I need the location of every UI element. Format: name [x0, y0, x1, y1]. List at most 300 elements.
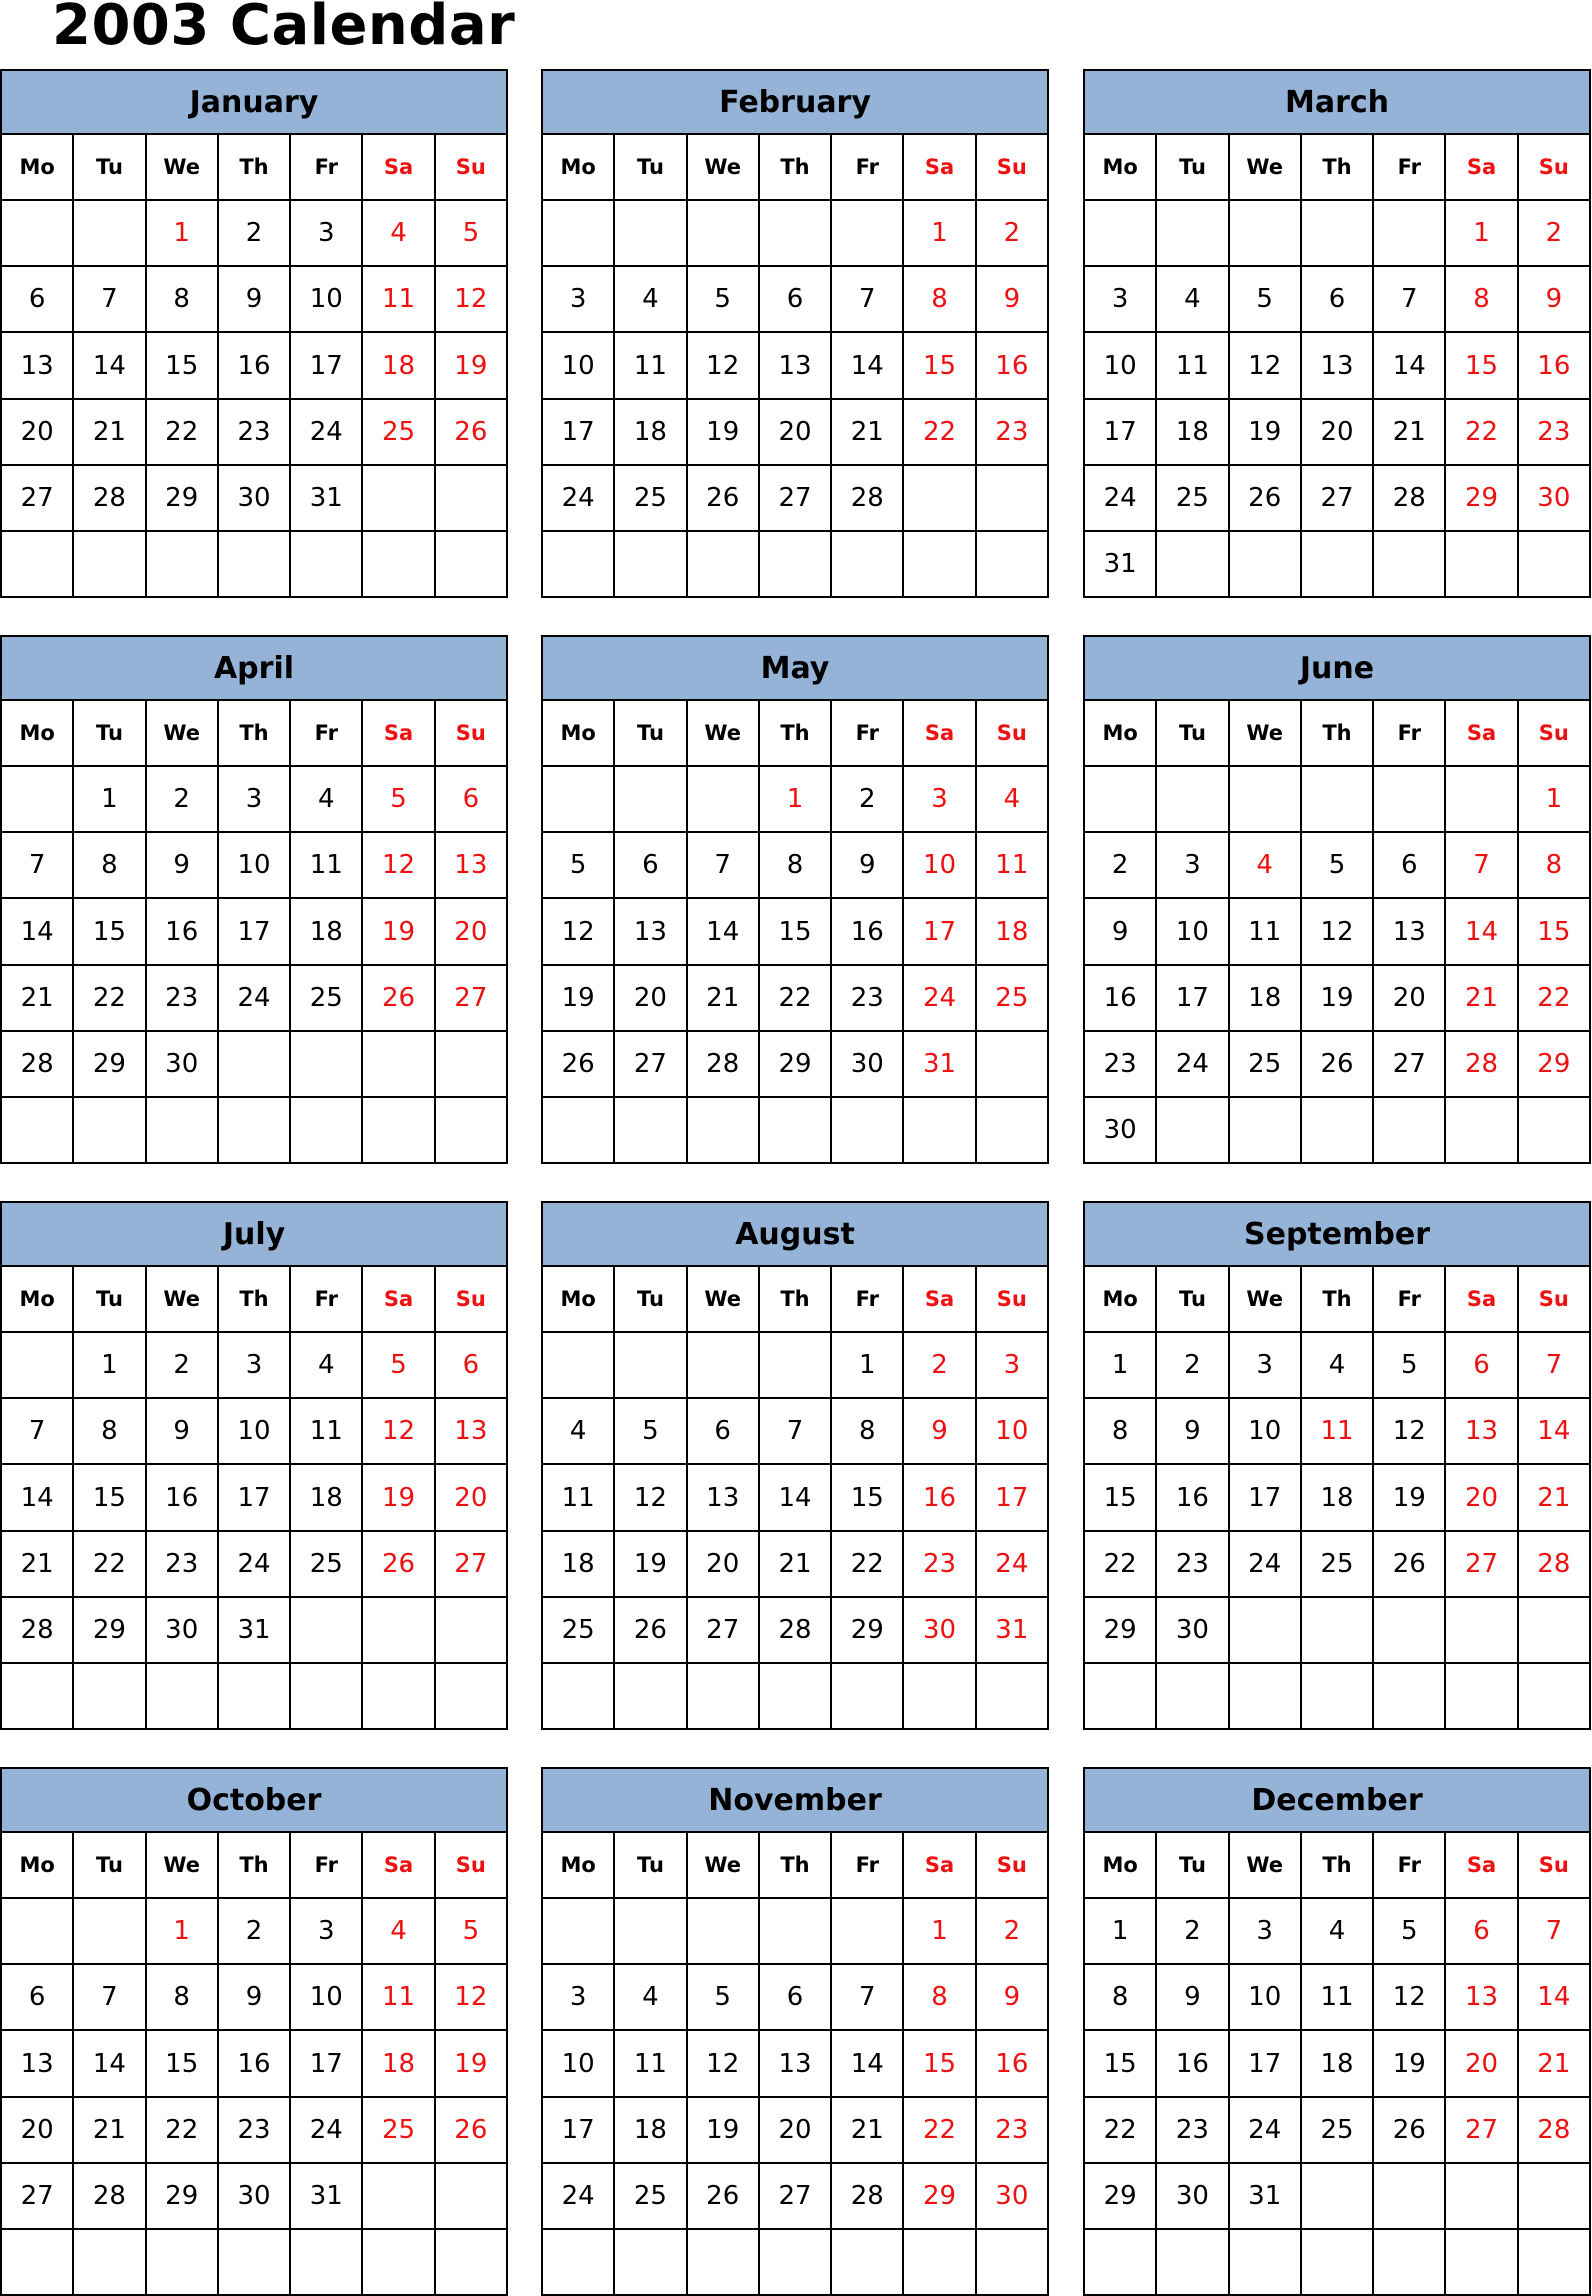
- day-cell: 13: [435, 1398, 507, 1464]
- week-row: [1084, 531, 1590, 597]
- day-cell: 21: [831, 399, 903, 465]
- day-cell: 5: [542, 832, 614, 898]
- day-cell: 5: [687, 1964, 759, 2030]
- day-cell: 8: [903, 1964, 975, 2030]
- week-row: [1084, 332, 1590, 398]
- day-cell-empty: [759, 1332, 831, 1398]
- weekday-label: Tu: [1156, 700, 1228, 766]
- week-row: [1084, 832, 1590, 898]
- day-cell-empty: [1301, 766, 1373, 832]
- day-cell: 20: [759, 2097, 831, 2163]
- day-cell: 9: [1156, 1964, 1228, 2030]
- weekday-label: Th: [759, 700, 831, 766]
- day-cell: 13: [1, 332, 73, 398]
- day-cell: 29: [1445, 465, 1517, 531]
- weekday-label: Mo: [1, 700, 73, 766]
- day-cell: 19: [435, 2030, 507, 2096]
- week-row: [1084, 266, 1590, 332]
- week-row: [542, 2229, 1048, 2295]
- day-cell: 31: [976, 1597, 1048, 1663]
- day-cell: 20: [1, 399, 73, 465]
- day-cell-empty: [1518, 1663, 1590, 1729]
- day-cell: 21: [73, 399, 145, 465]
- day-cell-empty: [614, 2229, 686, 2295]
- day-cell-empty: [435, 531, 507, 597]
- week-row: [1, 965, 507, 1031]
- day-cell: 5: [1373, 1898, 1445, 1964]
- day-cell-empty: [687, 531, 759, 597]
- day-cell: 11: [976, 832, 1048, 898]
- day-cell-empty: [1229, 531, 1301, 597]
- day-cell: 18: [1301, 1464, 1373, 1530]
- day-cell: 23: [1156, 1531, 1228, 1597]
- weekday-label: We: [1229, 700, 1301, 766]
- day-cell: 21: [1518, 1464, 1590, 1530]
- weekday-label: Sa: [903, 1266, 975, 1332]
- day-cell: 3: [542, 1964, 614, 2030]
- day-cell: 29: [1084, 1597, 1156, 1663]
- day-cell: 23: [903, 1531, 975, 1597]
- day-cell: 28: [1518, 2097, 1590, 2163]
- day-cell-empty: [614, 1898, 686, 1964]
- weekday-label: Th: [759, 134, 831, 200]
- day-cell: 28: [1, 1597, 73, 1663]
- day-cell: 11: [614, 332, 686, 398]
- day-cell: 14: [1, 898, 73, 964]
- weekday-label: Sa: [903, 1832, 975, 1898]
- day-cell-empty: [73, 1663, 145, 1729]
- day-cell-empty: [903, 2229, 975, 2295]
- day-cell: 16: [218, 2030, 290, 2096]
- week-row: [542, 2163, 1048, 2229]
- weekday-label: Tu: [73, 1266, 145, 1332]
- day-cell: 15: [73, 1464, 145, 1530]
- day-cell: 16: [146, 898, 218, 964]
- day-cell-empty: [1, 766, 73, 832]
- day-cell-empty: [759, 200, 831, 266]
- day-cell: 1: [73, 766, 145, 832]
- day-cell: 22: [831, 1531, 903, 1597]
- weekday-label: Sa: [362, 1266, 434, 1332]
- day-cell: 23: [218, 399, 290, 465]
- day-cell: 12: [1301, 898, 1373, 964]
- day-cell-empty: [1156, 1663, 1228, 1729]
- day-cell: 24: [290, 399, 362, 465]
- weekday-label: Fr: [831, 1266, 903, 1332]
- day-cell-empty: [976, 1663, 1048, 1729]
- month-name: May: [542, 636, 1048, 700]
- day-cell: 19: [1229, 399, 1301, 465]
- day-cell: 24: [976, 1531, 1048, 1597]
- day-cell-empty: [1229, 1097, 1301, 1163]
- weekday-label: Su: [976, 134, 1048, 200]
- day-cell: 18: [362, 332, 434, 398]
- day-cell-empty: [759, 1097, 831, 1163]
- day-cell: 10: [290, 1964, 362, 2030]
- week-row: [1084, 200, 1590, 266]
- week-row: [542, 898, 1048, 964]
- day-cell: 5: [362, 1332, 434, 1398]
- day-cell-empty: [614, 1097, 686, 1163]
- day-cell-empty: [73, 531, 145, 597]
- day-cell: 18: [542, 1531, 614, 1597]
- day-cell: 11: [362, 1964, 434, 2030]
- weekday-label: Tu: [1156, 1266, 1228, 1332]
- day-cell: 2: [146, 766, 218, 832]
- day-cell: 25: [1229, 1031, 1301, 1097]
- day-cell: 7: [1, 1398, 73, 1464]
- weekday-label: Fr: [290, 134, 362, 200]
- day-cell-empty: [73, 1898, 145, 1964]
- day-cell-empty: [290, 1663, 362, 1729]
- day-cell: 26: [687, 465, 759, 531]
- day-cell-empty: [1445, 766, 1517, 832]
- day-cell: 28: [1445, 1031, 1517, 1097]
- month-december: [1083, 1767, 1591, 2296]
- day-cell-empty: [73, 2229, 145, 2295]
- week-row: [1084, 1097, 1590, 1163]
- day-cell: 9: [831, 832, 903, 898]
- day-cell: 19: [362, 1464, 434, 1530]
- day-cell: 10: [542, 332, 614, 398]
- day-cell: 23: [1518, 399, 1590, 465]
- weekday-label: Tu: [614, 134, 686, 200]
- day-cell: 22: [146, 2097, 218, 2163]
- day-cell: 13: [614, 898, 686, 964]
- day-cell: 30: [1518, 465, 1590, 531]
- weekday-label: Fr: [1373, 1832, 1445, 1898]
- day-cell: 11: [290, 1398, 362, 1464]
- week-row: [1084, 399, 1590, 465]
- weekday-label: Th: [218, 134, 290, 200]
- day-cell-empty: [1, 2229, 73, 2295]
- day-cell: 6: [759, 266, 831, 332]
- day-cell: 6: [1, 1964, 73, 2030]
- day-cell-empty: [831, 200, 903, 266]
- day-cell-empty: [542, 531, 614, 597]
- day-cell: 17: [290, 2030, 362, 2096]
- day-cell-empty: [903, 1097, 975, 1163]
- day-cell: 7: [759, 1398, 831, 1464]
- day-cell: 4: [290, 766, 362, 832]
- day-cell: 4: [976, 766, 1048, 832]
- weekday-label: We: [687, 1266, 759, 1332]
- day-cell: 26: [687, 2163, 759, 2229]
- day-cell-empty: [1373, 531, 1445, 597]
- day-cell: 12: [435, 266, 507, 332]
- week-row: [542, 399, 1048, 465]
- day-cell: 24: [290, 2097, 362, 2163]
- day-cell: 27: [759, 465, 831, 531]
- day-cell: 14: [831, 2030, 903, 2096]
- day-cell: 11: [1156, 332, 1228, 398]
- weekday-label: Fr: [831, 1832, 903, 1898]
- weekday-label: Fr: [1373, 1266, 1445, 1332]
- day-cell-empty: [1301, 531, 1373, 597]
- day-cell: 10: [1084, 332, 1156, 398]
- day-cell: 13: [1445, 1398, 1517, 1464]
- day-cell-empty: [1084, 2229, 1156, 2295]
- day-cell: 20: [1, 2097, 73, 2163]
- day-cell: 19: [687, 399, 759, 465]
- day-cell: 29: [1084, 2163, 1156, 2229]
- weekday-label: Sa: [903, 700, 975, 766]
- day-cell: 1: [831, 1332, 903, 1398]
- day-cell: 22: [1518, 965, 1590, 1031]
- day-cell: 2: [146, 1332, 218, 1398]
- day-cell: 19: [1373, 2030, 1445, 2096]
- day-cell: 6: [614, 832, 686, 898]
- day-cell: 6: [1373, 832, 1445, 898]
- day-cell: 15: [1084, 2030, 1156, 2096]
- weekday-label: Th: [1301, 1266, 1373, 1332]
- day-cell: 14: [759, 1464, 831, 1530]
- day-cell-empty: [1229, 200, 1301, 266]
- day-cell: 31: [1229, 2163, 1301, 2229]
- month-table: [541, 1201, 1049, 1730]
- day-cell-empty: [1518, 2163, 1590, 2229]
- day-cell: 3: [1229, 1332, 1301, 1398]
- day-cell-empty: [218, 2229, 290, 2295]
- month-july: [0, 1201, 508, 1730]
- day-cell: 27: [1373, 1031, 1445, 1097]
- day-cell: 8: [1084, 1398, 1156, 1464]
- month-table: [541, 635, 1049, 1164]
- day-cell: 8: [831, 1398, 903, 1464]
- day-cell: 22: [146, 399, 218, 465]
- day-cell-empty: [1229, 766, 1301, 832]
- month-name: February: [542, 70, 1048, 134]
- day-cell-empty: [976, 2229, 1048, 2295]
- day-cell: 18: [362, 2030, 434, 2096]
- day-cell: 2: [1518, 200, 1590, 266]
- day-cell: 12: [435, 1964, 507, 2030]
- day-cell-empty: [73, 1097, 145, 1163]
- day-cell: 26: [1373, 1531, 1445, 1597]
- day-cell: 25: [290, 965, 362, 1031]
- day-cell: 19: [1373, 1464, 1445, 1530]
- weekday-label: Th: [1301, 700, 1373, 766]
- day-cell-empty: [362, 2163, 434, 2229]
- day-cell-empty: [614, 1332, 686, 1398]
- day-cell: 2: [218, 1898, 290, 1964]
- weekday-label: Tu: [73, 134, 145, 200]
- day-cell: 21: [1, 965, 73, 1031]
- month-table: [541, 69, 1049, 598]
- day-cell: 5: [1229, 266, 1301, 332]
- day-cell: 6: [1445, 1898, 1517, 1964]
- day-cell: 17: [1229, 1464, 1301, 1530]
- day-cell: 27: [1, 465, 73, 531]
- weekday-label: Sa: [362, 134, 434, 200]
- day-cell: 27: [1445, 2097, 1517, 2163]
- day-cell: 20: [1373, 965, 1445, 1031]
- week-row: [1084, 1597, 1590, 1663]
- day-cell: 29: [146, 2163, 218, 2229]
- day-cell-empty: [687, 1332, 759, 1398]
- day-cell: 17: [542, 399, 614, 465]
- day-cell: 16: [976, 2030, 1048, 2096]
- month-may: [541, 635, 1049, 1164]
- day-cell: 10: [1156, 898, 1228, 964]
- week-row: [542, 465, 1048, 531]
- weekday-label: Th: [218, 1266, 290, 1332]
- day-cell: 17: [1084, 399, 1156, 465]
- day-cell: 2: [1156, 1332, 1228, 1398]
- day-cell: 22: [73, 1531, 145, 1597]
- day-cell: 17: [976, 1464, 1048, 1530]
- day-cell: 12: [362, 832, 434, 898]
- day-cell: 18: [290, 898, 362, 964]
- week-row: [1084, 1898, 1590, 1964]
- day-cell-empty: [1, 1663, 73, 1729]
- day-cell: 4: [614, 1964, 686, 2030]
- day-cell: 8: [73, 1398, 145, 1464]
- weekday-label: Su: [435, 1266, 507, 1332]
- day-cell: 4: [614, 266, 686, 332]
- week-row: [1084, 898, 1590, 964]
- week-row: [1, 1097, 507, 1163]
- day-cell-empty: [687, 1097, 759, 1163]
- day-cell: 10: [290, 266, 362, 332]
- day-cell: 25: [362, 399, 434, 465]
- day-cell: 10: [1229, 1964, 1301, 2030]
- day-cell-empty: [146, 1663, 218, 1729]
- day-cell: 9: [1084, 898, 1156, 964]
- weekday-label: Su: [976, 700, 1048, 766]
- day-cell-empty: [542, 1097, 614, 1163]
- week-row: [1, 465, 507, 531]
- day-cell-empty: [290, 1097, 362, 1163]
- day-cell: 21: [1, 1531, 73, 1597]
- weekday-label: We: [146, 1832, 218, 1898]
- week-row: [542, 1464, 1048, 1530]
- weekday-label: Fr: [290, 1266, 362, 1332]
- day-cell: 12: [687, 2030, 759, 2096]
- day-cell: 9: [1518, 266, 1590, 332]
- weekday-label: Sa: [1445, 134, 1517, 200]
- day-cell: 27: [759, 2163, 831, 2229]
- day-cell: 14: [73, 2030, 145, 2096]
- day-cell: 3: [1156, 832, 1228, 898]
- day-cell: 28: [1373, 465, 1445, 531]
- day-cell: 17: [218, 1464, 290, 1530]
- day-cell-empty: [362, 1663, 434, 1729]
- week-row: [1084, 1332, 1590, 1398]
- day-cell: 5: [435, 1898, 507, 1964]
- week-row: [1, 1031, 507, 1097]
- week-row: [542, 965, 1048, 1031]
- day-cell: 8: [1445, 266, 1517, 332]
- weekday-label: Su: [976, 1832, 1048, 1898]
- day-cell: 17: [1229, 2030, 1301, 2096]
- weekday-label: Th: [1301, 134, 1373, 200]
- day-cell-empty: [73, 200, 145, 266]
- week-row: [1, 200, 507, 266]
- weekday-label: Sa: [903, 134, 975, 200]
- day-cell: 18: [614, 399, 686, 465]
- day-cell: 26: [1301, 1031, 1373, 1097]
- week-row: [1, 766, 507, 832]
- week-row: [542, 266, 1048, 332]
- day-cell-empty: [1373, 1597, 1445, 1663]
- day-cell: 30: [1156, 1597, 1228, 1663]
- day-cell: 3: [290, 200, 362, 266]
- day-cell-empty: [614, 200, 686, 266]
- day-cell-empty: [146, 531, 218, 597]
- weekday-label: Mo: [1, 1266, 73, 1332]
- week-row: [1084, 1531, 1590, 1597]
- day-cell: 16: [218, 332, 290, 398]
- week-row: [1, 2229, 507, 2295]
- day-cell-empty: [976, 465, 1048, 531]
- day-cell-empty: [831, 531, 903, 597]
- day-cell: 30: [218, 2163, 290, 2229]
- day-cell: 29: [146, 465, 218, 531]
- day-cell: 24: [1229, 1531, 1301, 1597]
- day-cell: 21: [1518, 2030, 1590, 2096]
- day-cell: 23: [1084, 1031, 1156, 1097]
- day-cell: 25: [1301, 1531, 1373, 1597]
- day-cell: 18: [290, 1464, 362, 1530]
- weekday-label: Su: [1518, 1832, 1590, 1898]
- week-row: [542, 1663, 1048, 1729]
- day-cell: 4: [1156, 266, 1228, 332]
- day-cell-empty: [290, 1031, 362, 1097]
- day-cell: 27: [1445, 1531, 1517, 1597]
- week-row: [1, 266, 507, 332]
- day-cell: 29: [759, 1031, 831, 1097]
- day-cell: 28: [831, 465, 903, 531]
- day-cell: 14: [831, 332, 903, 398]
- day-cell-empty: [687, 1663, 759, 1729]
- weekday-label: Th: [218, 700, 290, 766]
- day-cell-empty: [1445, 2163, 1517, 2229]
- week-row: [1084, 2097, 1590, 2163]
- day-cell-empty: [903, 1663, 975, 1729]
- day-cell-empty: [903, 465, 975, 531]
- day-cell: 7: [687, 832, 759, 898]
- weekday-label: Sa: [1445, 1266, 1517, 1332]
- day-cell-empty: [1, 1097, 73, 1163]
- day-cell: 26: [1229, 465, 1301, 531]
- day-cell-empty: [362, 1031, 434, 1097]
- weekday-label: Th: [759, 1832, 831, 1898]
- day-cell: 14: [1373, 332, 1445, 398]
- day-cell-empty: [1301, 1663, 1373, 1729]
- weekday-label: Sa: [1445, 700, 1517, 766]
- day-cell: 16: [976, 332, 1048, 398]
- week-row: [542, 332, 1048, 398]
- day-cell: 14: [1518, 1964, 1590, 2030]
- month-august: [541, 1201, 1049, 1730]
- week-row: [1, 898, 507, 964]
- day-cell-empty: [218, 1663, 290, 1729]
- day-cell: 23: [146, 965, 218, 1031]
- day-cell: 20: [435, 1464, 507, 1530]
- day-cell: 19: [435, 332, 507, 398]
- day-cell-empty: [542, 766, 614, 832]
- weekday-label: We: [146, 1266, 218, 1332]
- day-cell: 24: [1084, 465, 1156, 531]
- week-row: [1084, 1031, 1590, 1097]
- week-row: [1, 2163, 507, 2229]
- day-cell-empty: [831, 1097, 903, 1163]
- day-cell: 20: [1445, 1464, 1517, 1530]
- day-cell: 29: [903, 2163, 975, 2229]
- weekday-label: Tu: [614, 700, 686, 766]
- day-cell: 15: [1445, 332, 1517, 398]
